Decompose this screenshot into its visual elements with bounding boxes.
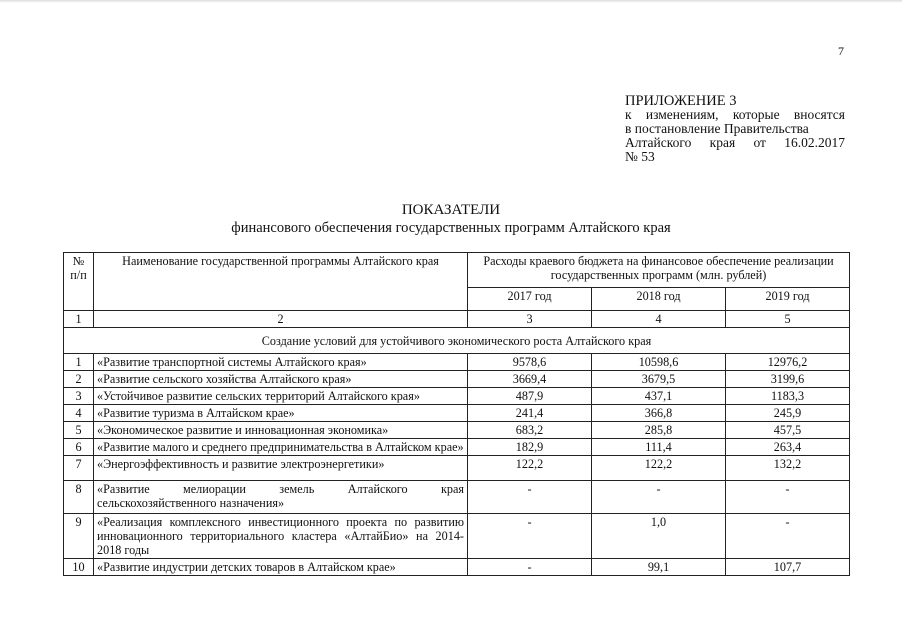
row-program-name: «Развитие сельского хозяйства Алтайского края» [94,371,468,388]
row-value-2017: - [468,481,592,514]
row-program-name: «Развитие малого и среднего предпринимательства в Алтайском крае» [94,439,468,456]
indicators-table [63,252,850,576]
table-row [64,422,850,439]
row-value-2018: 437,1 [592,388,726,405]
row-value-2017: 3669,4 [468,371,592,388]
row-value-2017: - [468,559,592,576]
row-value-2019: 1183,3 [726,388,850,405]
page-number: 7 [838,44,844,58]
row-program-name: «Развитие транспортной системы Алтайского края» [94,354,468,371]
appendix-line: Алтайского края от 16.02.2017 [625,135,845,150]
row-num: 2 [64,371,94,388]
column-number: 2 [94,311,468,328]
row-value-2017: 241,4 [468,405,592,422]
row-value-2019: 3199,6 [726,371,850,388]
row-value-2018: 3679,5 [592,371,726,388]
table-header-row [64,253,850,288]
row-num: 4 [64,405,94,422]
column-numbers-row [64,311,850,328]
row-value-2018: 99,1 [592,559,726,576]
header-program-name: Наименование государственной программы Алтайского края [94,253,468,311]
appendix-block [625,94,845,164]
column-number: 5 [726,311,850,328]
row-program-name: «Развитие индустрии детских товаров в Алтайском крае» [94,559,468,576]
header-year-2017: 2017 год [468,288,592,311]
scan-edge [0,0,902,3]
row-value-2017: 487,9 [468,388,592,405]
row-value-2019: 263,4 [726,439,850,456]
row-value-2018: 111,4 [592,439,726,456]
table-row [64,388,850,405]
row-program-name: «Реализация комплексного инвестиционного проекта по развитию инновационного территориального кластера «АлтайБио» на 2014-2018 годы [94,514,468,559]
row-value-2018: 122,2 [592,456,726,481]
table-row [64,405,850,422]
row-num: 8 [64,481,94,514]
row-value-2018: 285,8 [592,422,726,439]
row-value-2018: 10598,6 [592,354,726,371]
section-title: Создание условий для устойчивого экономического роста Алтайского края [64,328,850,354]
row-program-name: «Экономическое развитие и инновационная экономика» [94,422,468,439]
row-value-2019: 12976,2 [726,354,850,371]
header-year-2018: 2018 год [592,288,726,311]
table-row [64,354,850,371]
row-program-name: «Развитие мелиорации земель Алтайского края сельскохозяйственного назначения» [94,481,468,514]
row-num: 3 [64,388,94,405]
row-value-2017: 9578,6 [468,354,592,371]
appendix-title: ПРИЛОЖЕНИЕ 3 [625,93,737,109]
row-value-2017: 182,9 [468,439,592,456]
row-value-2019: 457,5 [726,422,850,439]
document-heading [0,201,902,237]
row-program-name: «Устойчивое развитие сельских территорий Алтайского края» [94,388,468,405]
table-row [64,481,850,514]
row-program-name: «Энергоэффективность и развитие электроэнергетики» [94,456,468,481]
row-program-name: «Развитие туризма в Алтайском крае» [94,405,468,422]
table-row [64,371,850,388]
row-num: 5 [64,422,94,439]
row-num: 7 [64,456,94,481]
table-row [64,514,850,559]
header-expenses: Расходы краевого бюджета на финансовое обеспечение реализации государственных программ (млн. рублей) [468,253,850,288]
table-row [64,456,850,481]
row-value-2019: - [726,481,850,514]
table-row [64,439,850,456]
column-number: 3 [468,311,592,328]
table-row [64,559,850,576]
document-subtitle: финансового обеспечения государственных программ Алтайского края [231,220,671,236]
column-number: 1 [64,311,94,328]
document-title: ПОКАЗАТЕЛИ [401,202,501,218]
row-value-2017: 683,2 [468,422,592,439]
row-value-2019: 245,9 [726,405,850,422]
row-value-2017: - [468,514,592,559]
row-value-2018: 1,0 [592,514,726,559]
appendix-line: № 53 [625,149,655,164]
row-num: 6 [64,439,94,456]
header-year-2019: 2019 год [726,288,850,311]
row-value-2019: - [726,514,850,559]
header-num: № п/п [64,253,94,311]
row-value-2017: 122,2 [468,456,592,481]
row-value-2019: 107,7 [726,559,850,576]
row-num: 1 [64,354,94,371]
row-value-2019: 132,2 [726,456,850,481]
appendix-line: к изменениям, которые вносятся [625,107,845,122]
row-value-2018: 366,8 [592,405,726,422]
section-row [64,328,850,354]
row-num: 10 [64,559,94,576]
row-value-2018: - [592,481,726,514]
row-num: 9 [64,514,94,559]
appendix-line: в постановление Правительства [625,121,809,136]
column-number: 4 [592,311,726,328]
